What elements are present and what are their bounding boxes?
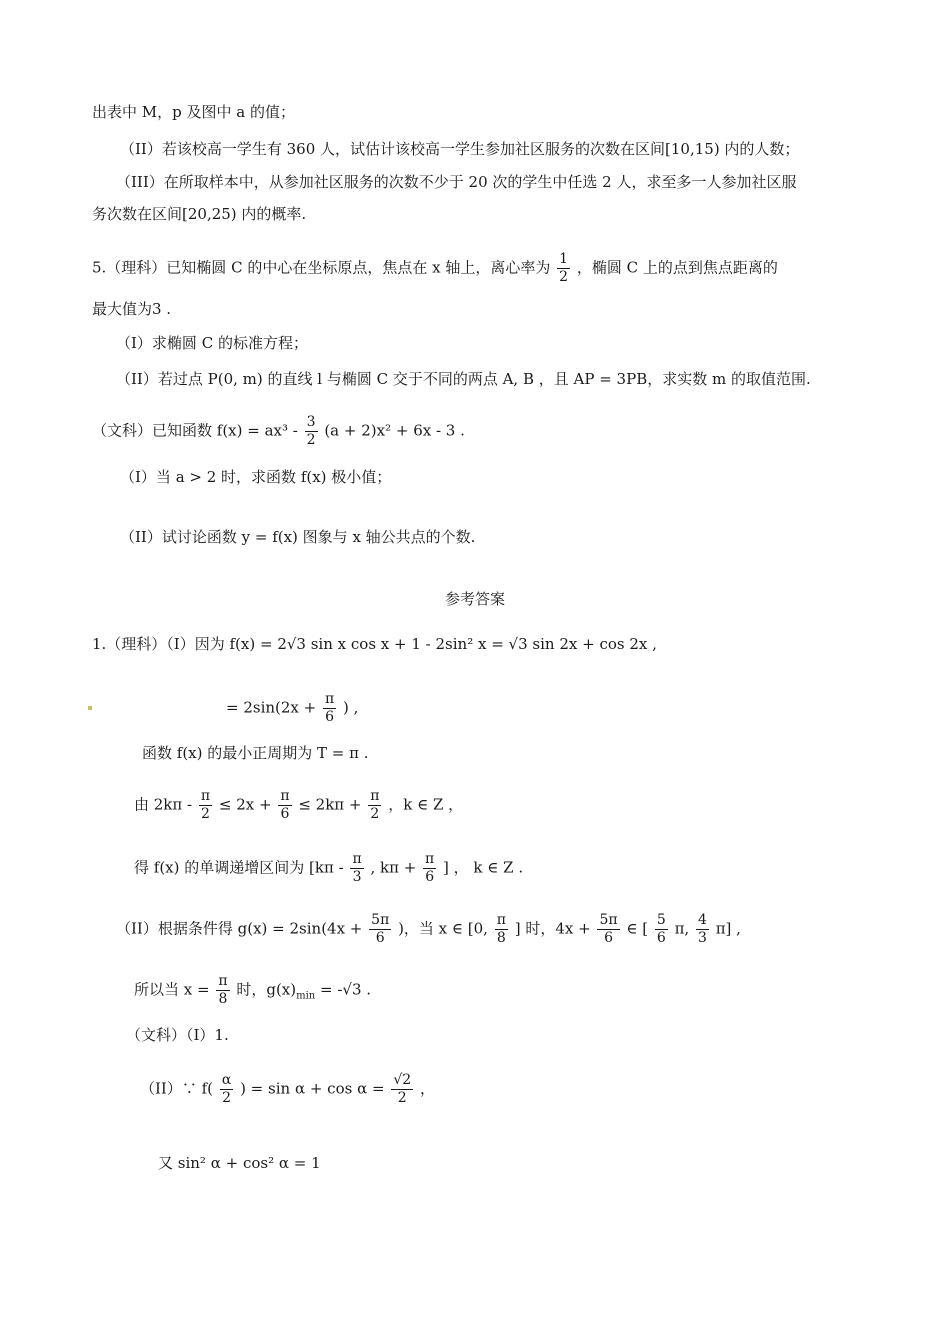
fraction: $\frac{\pi}{2}$	[200, 788, 211, 822]
fraction: $\frac{\alpha}{2}$	[221, 1072, 232, 1106]
line-inequality: 由 2kπ - $\frac{\pi}{2}$ ≤ 2x + $\frac{\pi}{6}$ ≤ 2kπ + $\frac{\pi}{2}$ ，k ∈ Z ，	[134, 788, 464, 822]
fraction: $\frac{\pi}{8}$	[218, 973, 228, 1007]
line-period: 函数 f(x) 的最小正周期为 T = π .	[142, 744, 369, 762]
fraction: $\frac{4}{3}$	[698, 912, 707, 946]
line-question-2: （II）若该校高一学生有 360 人，试估计该校高一学生参加社区服务的次数在区间[10,15) 内的人数；	[120, 140, 800, 158]
subscript-min: min	[296, 990, 316, 1002]
line-ellipse-q2: （II）若过点 P(0, m) 的直线 l 与椭圆 C 交于不同的两点 A, B ，且 AP = 3PB，求实数 m 的取值范围.	[116, 370, 811, 388]
line-answer-1: 1.（理科）（I）因为 f(x) = 2√3 sin x cos x + 1 - 2sin² x = √3 sin 2x + cos 2x ,	[92, 635, 657, 653]
line-minimum: 所以当 x = $\frac{\pi}{8}$ 时，$g(x)_{min} = -√3$ .	[134, 973, 372, 1007]
line-answer-arts: （文科）（I）1.	[126, 1026, 229, 1044]
line-ellipse-q1: （I）求椭圆 C 的标准方程；	[116, 334, 308, 352]
fraction: $\frac{1}{2}$	[559, 251, 569, 285]
line-function-q1: （I）当 a > 2 时，求函数 f(x) 极小值；	[120, 468, 392, 486]
fraction: $\frac{\pi}{2}$	[370, 788, 380, 822]
fraction: $\frac{5}{6}$	[656, 912, 666, 946]
fraction: $\frac{\pi}{3}$	[352, 851, 362, 885]
line-increasing-interval: 得 f(x) 的单调递增区间为 [kπ - $\frac{\pi}{3}$ , kπ + $\frac{\pi}{6}$ ] ， k ∈ Z .	[134, 851, 524, 885]
line-identity: 又 sin² α + cos² α = 1	[158, 1154, 321, 1172]
fraction: $\frac{3}{2}$	[306, 414, 316, 448]
line-question-3-cont: 务次数在区间[20,25) 内的概率.	[92, 205, 307, 223]
fraction: $\frac{\pi}{6}$	[280, 788, 290, 822]
fraction: $\frac{\pi}{6}$	[425, 851, 435, 885]
line-answer-1-cont: = 2sin(2x + $\frac{\pi}{6}$ ) ,	[226, 691, 359, 725]
line-function-q2: （II）试讨论函数 y = f(x) 图象与 x 轴公共点的个数.	[120, 528, 476, 546]
line-answer-1-part2: （II）根据条件得 g(x) = 2sin(4x + $\frac{5\pi}{6}$ )，当 x ∈ [0, $\frac{\pi}{8}$ ] 时，4x + $\frac{5\pi}{6}$ ∈ [ $\frac{5}{6}$ π, $\frac{4}{3}$ π] ,	[116, 912, 741, 946]
fraction: $\frac{\pi}{6}$	[325, 691, 335, 725]
line-function-def: （文科）已知函数 f(x) = ax³ - $\frac{3}{2}$ (a + 2)x² + 6x - 3 .	[92, 414, 465, 448]
fraction: $\frac{5\pi}{6}$	[599, 912, 618, 946]
line-question-3: （III）在所取样本中，从参加社区服务的次数不少于 20 次的学生中任选 2 人，求至多一人参加社区服	[116, 173, 797, 191]
fraction: $\frac{5\pi}{6}$	[371, 912, 390, 946]
line-table-values: 出表中 M，p 及图中 a 的值；	[92, 103, 295, 121]
fraction: $\frac{\pi}{8}$	[496, 912, 506, 946]
decorative-dot	[88, 706, 92, 710]
line-max-value: 最大值为3 .	[92, 300, 172, 318]
line-answer-arts-part2: （II）∵ f( $\frac{\alpha}{2}$ ) = sin α + cos α = $\frac{√2}{2}$ ，	[140, 1072, 435, 1106]
answers-title: 参考答案	[444, 590, 505, 608]
line-problem-5: 5.（理科）已知椭圆 C 的中心在坐标原点，焦点在 x 轴上，离心率为 $\frac{1}{2}$ ，椭圆 C 上的点到焦点距离的	[92, 251, 778, 285]
fraction: $\frac{√2}{2}$	[393, 1072, 412, 1106]
